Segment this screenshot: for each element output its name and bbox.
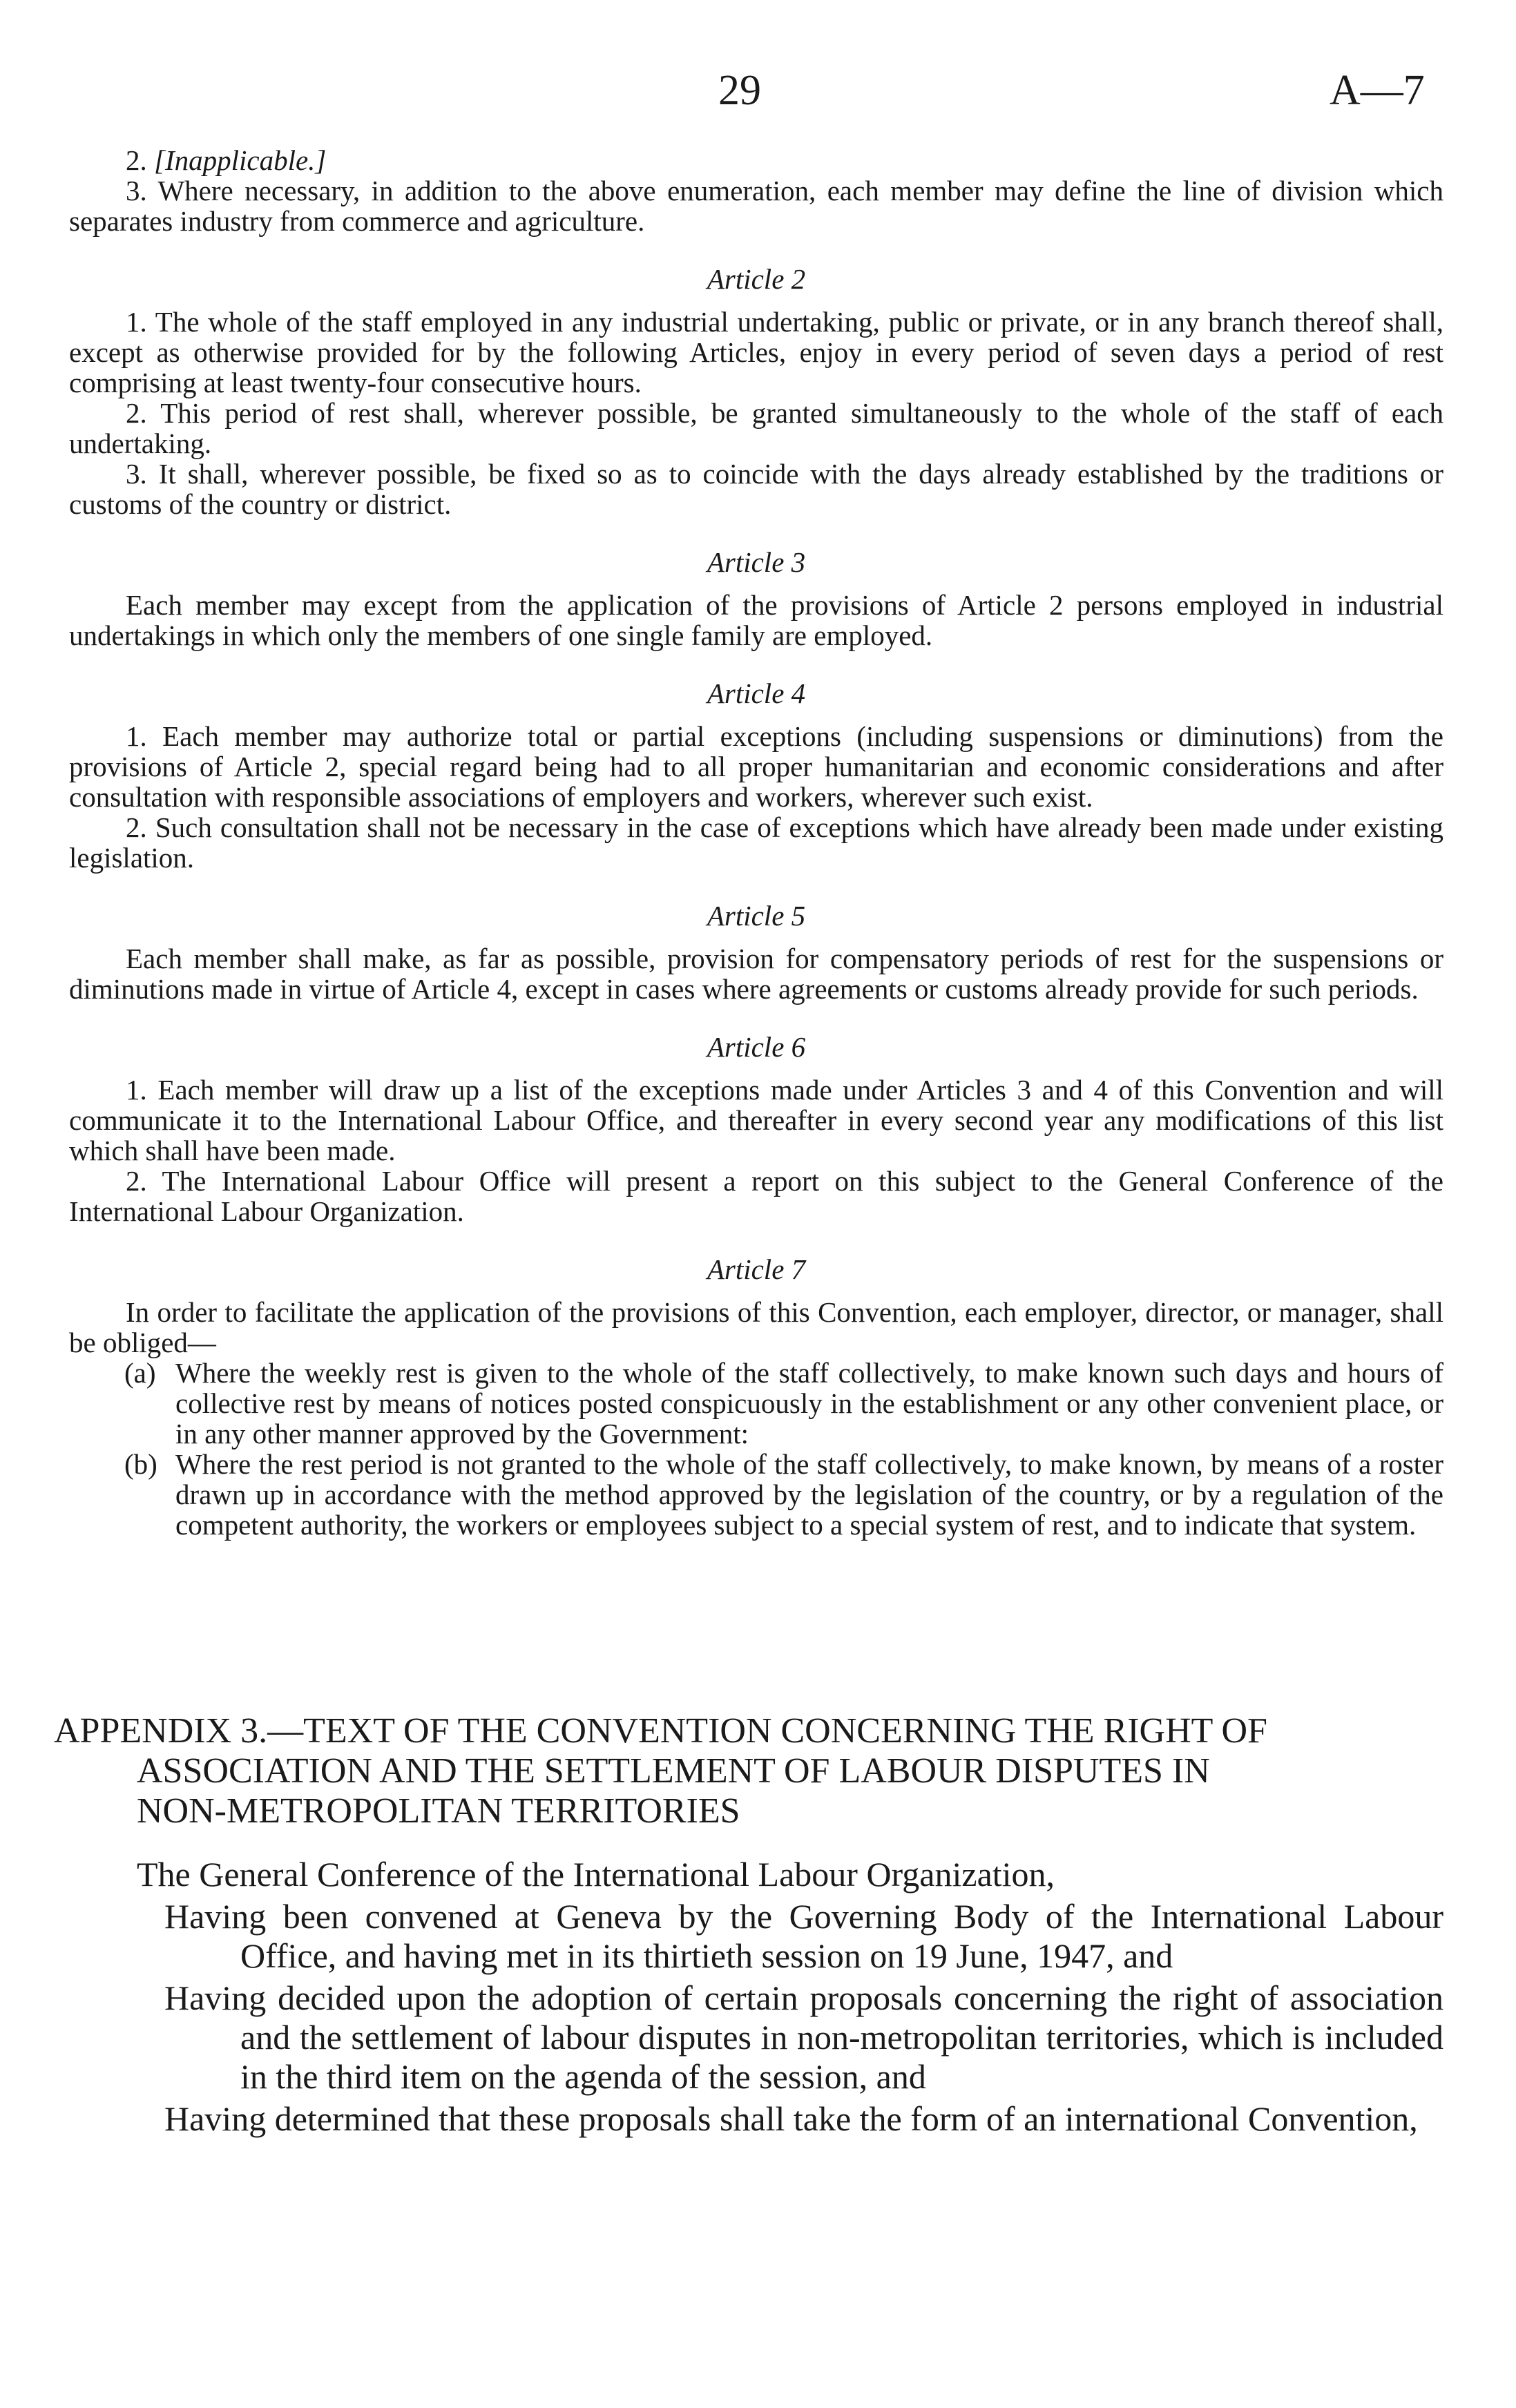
paragraph: 1. The whole of the staff employed in any industrial undertaking, public or private, or in any branch thereof shall, except as otherwise provided for by the following Articles, enjoy in every period of seven days a period of rest comprising at least twenty-four consecutive hours.: [69, 306, 1443, 398]
paragraph: In order to facilitate the application of the provisions of this Convention, each employer, director, or manager, shall be obliged—: [69, 1296, 1443, 1358]
article-heading: Article 3: [707, 546, 806, 578]
paragraph: 2. The International Labour Office will present a report on this subject to the General Conference of the International Labour Organization.: [69, 1165, 1443, 1227]
article-heading: Article 6: [707, 1031, 806, 1063]
clause-2: 2. [Inapplicable.]: [126, 144, 327, 176]
appendix-section: [54, 1711, 1443, 2139]
preamble: [54, 1855, 1443, 2139]
item-label: (a): [124, 1357, 156, 1389]
article-heading: Article 4: [707, 677, 806, 709]
item-text: Where the rest period is not granted to the whole of the staff collectively, to make known, by means of a roster drawn up in accordance with the method approved by the legislation of the country, or by a regulation of the competent authority, the workers or employees subject to a special system of rest, and to indicate that system.: [175, 1448, 1443, 1541]
preamble-clause: Having determined that these proposals shall take the form of an international Convention,: [164, 2099, 1418, 2138]
paragraph: Each member may except from the application of the provisions of Article 2 persons employed in industrial undertakings in which only the members of one single family are employed.: [69, 589, 1443, 651]
paragraph: 2. This period of rest shall, wherever possible, be granted simultaneously to the whole of the staff of each undertaking.: [69, 397, 1443, 459]
preamble-clause: Having decided upon the adoption of certain proposals concerning the right of association and the settlement of labour disputes in non-metropolitan territories, which is included in the third item on the agenda of the session, and: [164, 1978, 1443, 2096]
title-line: APPENDIX 3.—TEXT OF THE CONVENTION CONCERNING THE RIGHT OF: [54, 1711, 1267, 1751]
article-heading: Article 5: [707, 900, 806, 932]
page-header: [0, 66, 1516, 122]
item-text: Where the weekly rest is given to the whole of the staff collectively, to make known such days and hours of collective rest by means of notices posted conspicuously in the establishment or any other convenient place, or in any other manner approved by the Government:: [175, 1357, 1443, 1449]
paragraph: 1. Each member may authorize total or partial exceptions (including suspensions or diminutions) from the provisions of Article 2, special regard being had to all proper humanitarian and economic considerations and after consultation with responsible associations of employers and workers, wherever such exist.: [69, 720, 1443, 813]
page-number: 29: [718, 67, 761, 114]
preamble-clause: Having been convened at Geneva by the Governing Body of the International Labour Office, and having met in its thirtieth session on 19 June, 1947, and: [164, 1897, 1443, 1975]
conference-line: The General Conference of the International Labour Organization,: [137, 1855, 1055, 1894]
title-line: ASSOCIATION AND THE SETTLEMENT OF LABOUR DISPUTES IN: [137, 1751, 1210, 1791]
clause-3: 3. Where necessary, in addition to the above enumeration, each member may define the line of division which separates industry from commerce and agriculture.: [69, 175, 1443, 237]
article-heading: Article 7: [707, 1253, 806, 1285]
series-code: A—7: [1330, 67, 1425, 114]
paragraph: 3. It shall, wherever possible, be fixed so as to coincide with the days already established by the traditions or customs of the country or district.: [69, 458, 1443, 520]
item-label: (b): [124, 1448, 157, 1480]
paragraph: 2. Such consultation shall not be necessary in the case of exceptions which have already been made under existing legislation.: [69, 811, 1443, 874]
paragraph: Each member shall make, as far as possible, provision for compensatory periods of rest for the suspensions or diminutions made in virtue of Article 4, except in cases where agreements or customs already provide for such periods.: [69, 943, 1443, 1005]
list-item: [124, 1449, 1443, 1540]
appendix-title: [54, 1711, 1443, 1831]
article-heading: Article 2: [707, 263, 806, 295]
convention-text: [69, 145, 1443, 1540]
title-line: NON-METROPOLITAN TERRITORIES: [137, 1791, 740, 1831]
paragraph: 1. Each member will draw up a list of the exceptions made under Articles 3 and 4 of this Convention and will communicate it to the International Labour Office, and thereafter in every second year any modifications of this list which shall have been made.: [69, 1074, 1443, 1166]
list-item: [124, 1358, 1443, 1449]
